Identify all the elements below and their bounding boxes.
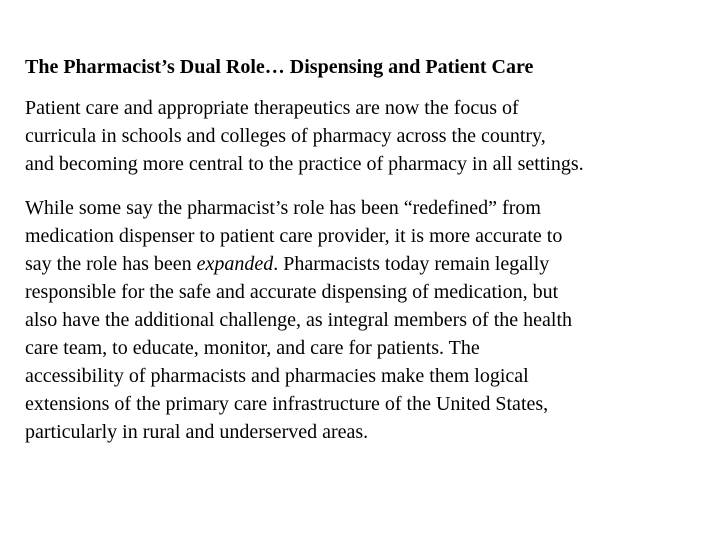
- paragraph-line: curricula in schools and colleges of pharmacy across the country,: [25, 125, 546, 147]
- paragraph-line: care team, to educate, monitor, and care for patients. The: [25, 337, 480, 359]
- paragraph-line: also have the additional challenge, as integral members of the health: [25, 309, 573, 331]
- text-segment: . Pharmacists today remain legally: [273, 253, 550, 275]
- emphasis-expanded: expanded: [196, 253, 274, 275]
- paragraph-line: accessibility of pharmacists and pharmacies make them logical: [25, 365, 529, 387]
- paragraph-line-with-emphasis: [25, 250, 705, 278]
- paragraph-line: Patient care and appropriate therapeutics are now the focus of: [25, 97, 519, 119]
- paragraph-line: particularly in rural and underserved areas.: [25, 421, 369, 443]
- paragraph-patient-care-focus: [25, 94, 705, 178]
- text-segment: say the role has been: [25, 253, 197, 275]
- paragraph-line: extensions of the primary care infrastructure of the United States,: [25, 393, 549, 415]
- paragraph-line: medication dispenser to patient care provider, it is more accurate to: [25, 225, 563, 247]
- paragraph-line: responsible for the safe and accurate dispensing of medication, but: [25, 281, 559, 303]
- paragraph-line: While some say the pharmacist’s role has been “redefined” from: [25, 197, 541, 219]
- paragraph-role-expanded: [25, 194, 705, 446]
- slide-content: [25, 52, 705, 462]
- paragraph-line: and becoming more central to the practice of pharmacy in all settings.: [25, 153, 584, 175]
- slide-title: The Pharmacist’s Dual Role… Dispensing and Patient Care: [25, 56, 534, 78]
